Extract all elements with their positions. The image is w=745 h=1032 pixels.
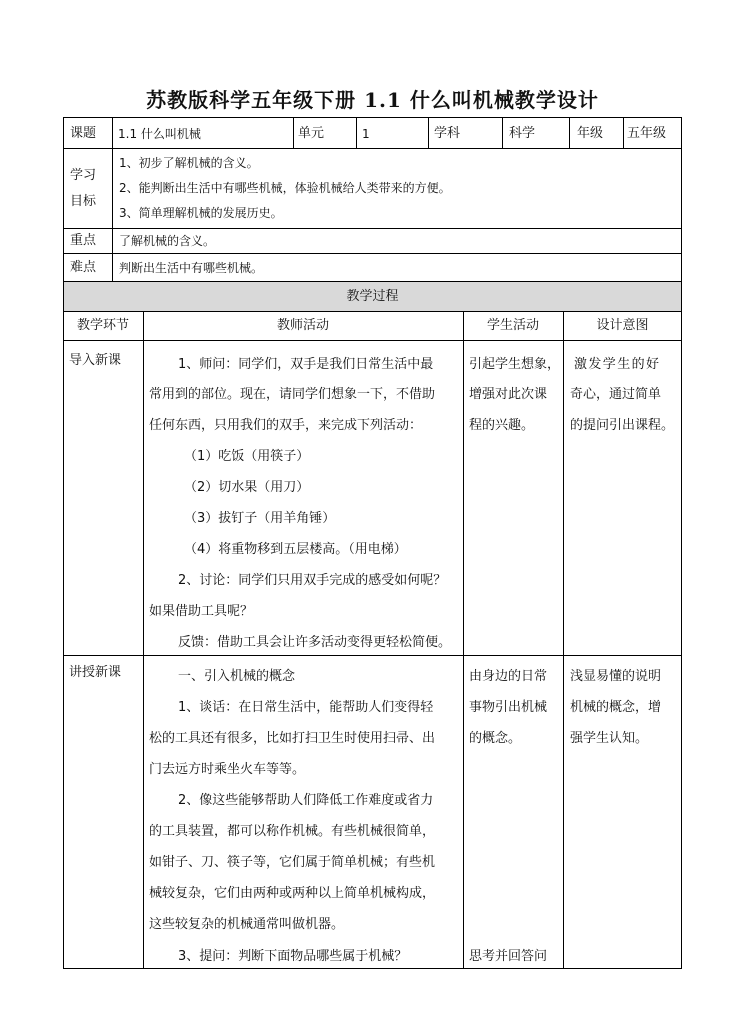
difficulty-label: 难点 [70,260,97,275]
key-point-label: 重点 [70,233,97,248]
text-line: 2、讨论：同学们只用双手完成的感受如何呢？ [178,573,447,588]
col-divider [293,117,294,148]
text-line: 事物引出机械 [469,700,548,715]
text-line: 1、师问：同学们，双手是我们日常生活中最 [178,357,434,372]
text-line: 2、像这些能够帮助人们降低工作难度或省力 [178,793,434,808]
row-divider [63,148,682,149]
text-line: 强学生认知。 [570,731,649,746]
text-line: 程的兴趣。 [469,418,535,433]
text-line: 常用到的部位。现在，请同学们想象一下，不借助 [149,387,436,402]
text-line: 思考并回答问 [469,949,548,964]
text-line: 门去远方时乘坐火车等等。 [149,762,306,777]
goal-item: 3、简单理解机械的发展历史。 [119,206,283,220]
row-divider [63,311,682,312]
text-line: 一、引入机械的概念 [178,669,296,684]
grade-value: 五年级 [627,126,667,141]
text-line: 由身边的日常 [469,669,548,684]
subject-label: 学科 [434,126,461,141]
text-line: 械较复杂，它们由两种或两种以上简单机械构成， [149,886,436,901]
row-divider [63,228,682,229]
text-line: 如果借助工具呢？ [149,604,254,619]
text-line: 这些较复杂的机械通常叫做机器。 [149,917,345,932]
text-line: 任何东西，只用我们的双手，来完成下列活动： [149,418,423,433]
col-divider [143,311,144,969]
text-line: 的工具装置，都可以称作机械。有些机械很简单， [149,824,436,839]
stage-label: 导入新课 [69,353,122,368]
text-line: 3、提问：判断下面物品哪些属于机械？ [178,949,408,964]
col-divider [112,117,113,281]
goal-item: 1、初步了解机械的含义。 [119,156,259,170]
text-line: 的概念。 [469,731,522,746]
text-line: 如钳子、刀、筷子等，它们属于简单机械；有些机 [149,855,436,870]
text-line: 反馈：借助工具会让许多活动变得更轻松简便。 [178,635,452,650]
row-divider [63,253,682,254]
col-divider [569,117,570,148]
text-line: 浅显易懂的说明 [570,669,662,684]
text-line: 机械的概念，增 [570,700,662,715]
unit-label: 单元 [298,126,325,141]
text-line: （1）吃饭（用筷子） [184,449,310,464]
text-line: 松的工具还有很多，比如打扫卫生时使用扫帚、出 [149,731,436,746]
col-divider [623,117,624,148]
document-title: 苏教版科学五年级下册 1.1 什么叫机械教学设计 [146,88,599,112]
text-line: 1、谈话：在日常生活中，能帮助人们变得轻 [178,700,434,715]
header-student: 学生活动 [486,318,539,333]
process-heading: 教学过程 [346,289,399,304]
text-line: （3）拔钉子（用羊角锤） [184,511,336,526]
goal-item: 2、能判断出生活中有哪些机械，体验机械给人类带来的方便。 [119,181,451,195]
goals-label-line2: 目标 [70,194,97,209]
key-point-value: 了解机械的含义。 [119,234,216,248]
header-stage: 教学环节 [76,318,129,333]
text-line: 奇心，通过简单 [570,387,662,402]
text-line: 引起学生想象， [469,357,561,372]
text-line: （2）切水果（用刀） [184,480,310,495]
text-line: 的提问引出课程。 [570,418,675,433]
header-intent: 设计意图 [596,318,649,333]
unit-value: 1 [362,127,370,141]
text-line: 激发学生的好 [574,357,661,372]
course-value: 1.1 什么叫机械 [118,127,201,141]
col-divider [502,117,503,148]
course-label: 课题 [70,126,97,141]
stage-label: 讲授新课 [69,665,122,680]
difficulty-value: 判断出生活中有哪些机械。 [119,261,264,275]
subject-value: 科学 [509,126,536,141]
col-divider [563,311,564,969]
goals-label-line1: 学习 [70,168,97,183]
header-teacher: 教师活动 [276,318,329,333]
grade-label: 年级 [577,126,604,141]
row-divider [63,655,682,656]
text-line: （4）将重物移到五层楼高。（用电梯） [184,542,407,557]
col-divider [428,117,429,148]
row-divider [63,340,682,341]
col-divider [356,117,357,148]
col-divider [463,311,464,969]
text-line: 增强对此次课 [469,387,548,402]
